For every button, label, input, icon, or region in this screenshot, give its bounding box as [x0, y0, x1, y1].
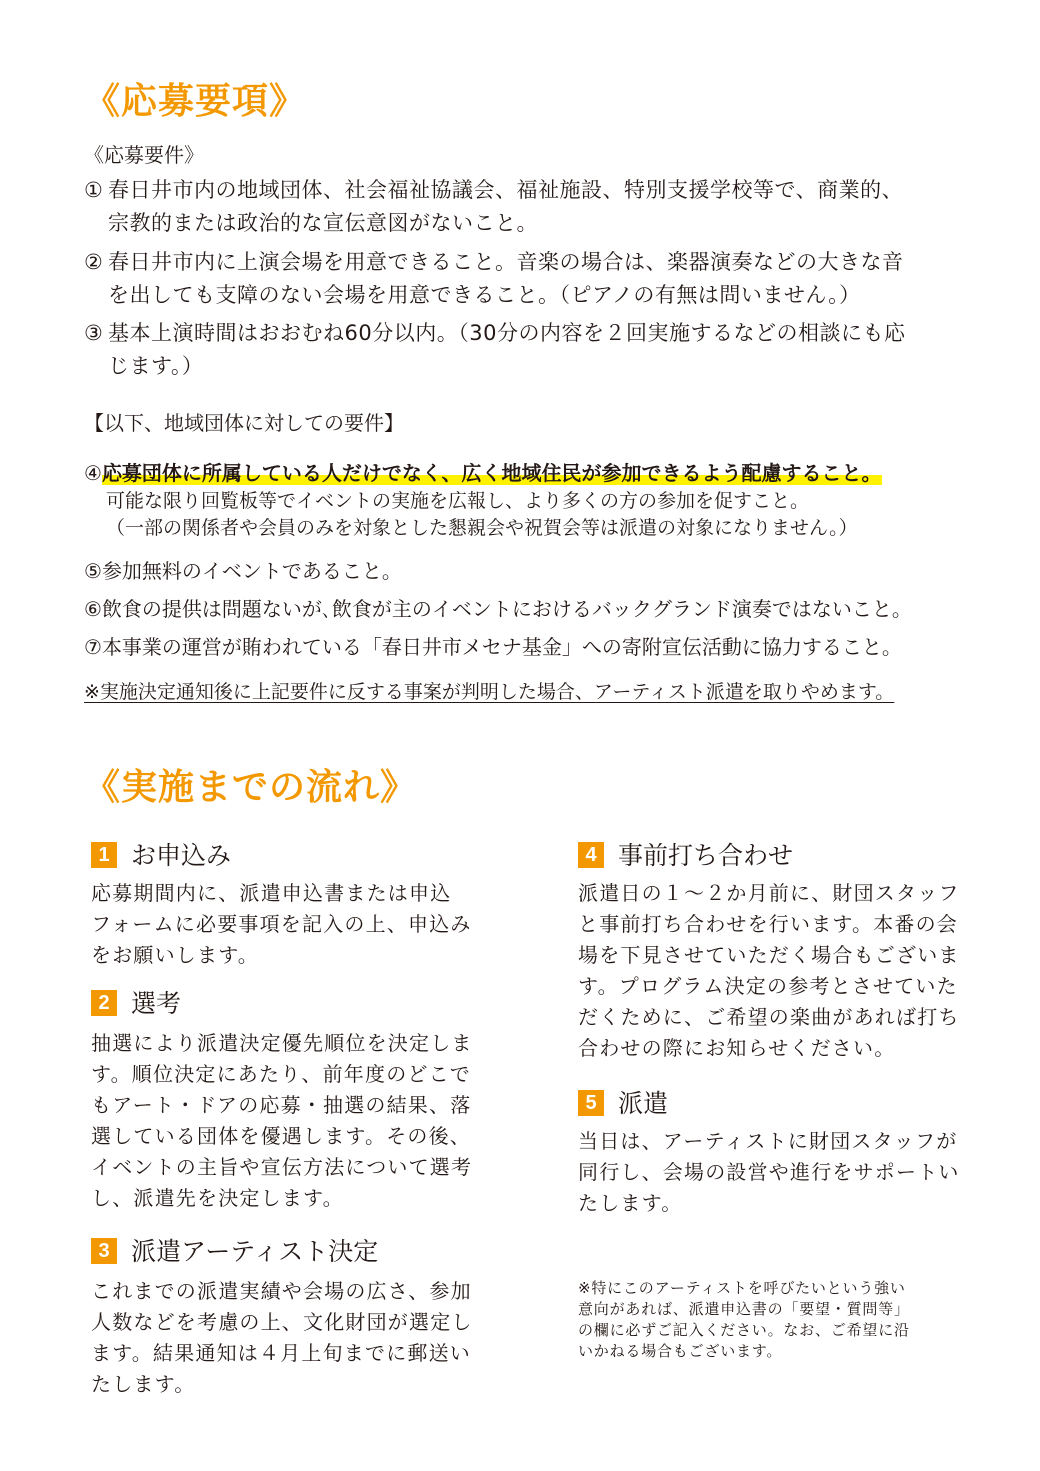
artist-request-note: [578, 1278, 963, 1362]
item-text: 春日井市内に上演会場を用意できること。音楽の場合は、楽器演奏などの大きな音: [108, 250, 904, 274]
step-3-header: [91, 1238, 378, 1264]
step-number-badge: 4: [578, 842, 604, 868]
step-number-badge: 3: [91, 1238, 117, 1264]
item-text-line2: 可能な限り回覧板等でイベントの実施を広報し、より多くの方の参加を促すこと。: [106, 490, 810, 512]
step-title: 派遣アーティスト決定: [131, 1236, 379, 1266]
group-requirements-header: 【以下、地域団体に対しての要件】: [84, 411, 404, 435]
item-text: 飲食の提供は問題ないが､飲食が主のイベントにおけるバックグランド演奏ではないこと。: [101, 597, 912, 621]
step-text-line: 抽選により派遣決定優先順位を決定しま: [91, 1031, 473, 1055]
requirement-item-1: [84, 174, 964, 240]
step-text-line: 選している団体を優遇します。その後、: [91, 1124, 471, 1148]
requirement-item-2: [84, 246, 964, 312]
step-text-line: ます。結果通知は４月上旬までに郵送い: [91, 1341, 471, 1365]
requirement-item-5: [84, 556, 402, 586]
item-number: ①: [84, 178, 104, 202]
step-1-header: [91, 842, 231, 868]
note-line: の欄に必ずご記入ください。なお、ご希望に沿: [578, 1321, 910, 1339]
step-text-line: これまでの派遣実績や会場の広さ、参加: [91, 1279, 472, 1303]
item-number: ⑥: [84, 597, 102, 621]
step-number-badge: 2: [91, 990, 117, 1016]
item-text: 本事業の運営が賄われている「春日井市メセナ基金」への寄附宣伝活動に協力すること。: [101, 635, 902, 659]
item-text-line3: （一部の関係者や会員のみを対象とした懇親会や祝賀会等は派遣の対象になりません。）: [106, 517, 858, 539]
step-2-header: [91, 990, 181, 1016]
item-text: 参加無料のイベントであること。: [101, 559, 402, 583]
item-number: ②: [84, 250, 104, 274]
cancellation-notice: ※実施決定通知後に上記要件に反する事案が判明した場合、アーティスト派遣を取りやめます。: [84, 681, 895, 703]
item-number: ④: [84, 461, 102, 485]
step-5-header: [578, 1090, 668, 1116]
step-text-line: イベントの主旨や宣伝方法について選考: [91, 1155, 473, 1179]
step-text-line: もアート・ドアの応募・抽選の結果、落: [91, 1093, 472, 1117]
step-number-badge: 5: [578, 1090, 604, 1116]
step-1-body: [91, 878, 481, 971]
item-text-cont: を出しても支障のない会場を用意できること。（ピアノの有無は問いません。）: [108, 283, 861, 307]
step-text-line: 同行し、会場の設営や進行をサポートい: [578, 1160, 960, 1184]
step-text-line: をお願いします。: [91, 943, 259, 967]
note-line: いかねる場合もございます。: [578, 1342, 783, 1360]
requirement-item-7: [84, 632, 902, 662]
item-text-cont: 宗教的または政治的な宣伝意図がないこと。: [108, 211, 538, 235]
step-text-line: 人数などを考慮の上、文化財団が選定し: [91, 1310, 473, 1334]
step-4-header: [578, 842, 793, 868]
item-text: 基本上演時間はおおむね60分以内。（30分の内容を２回実施するなどの相談にも応: [108, 321, 906, 345]
step-text-line: と事前打ち合わせを行います。本番の会: [578, 912, 958, 936]
item-number: ⑤: [84, 559, 102, 583]
step-number-badge: 1: [91, 842, 117, 868]
step-text-line: フォームに必要事項を記入の上、申込み: [91, 912, 472, 936]
note-line: 意向があれば、派遣申込書の「要望・質問等」: [578, 1300, 910, 1318]
requirement-item-4: [84, 458, 984, 542]
step-text-line: だくために、ご希望の楽曲があれば打ち: [578, 1005, 960, 1029]
step-2-body: [91, 1028, 481, 1214]
highlighted-requirement: 応募団体に所属している人だけでなく、広く地域住民が参加できるよう配慮すること。: [101, 461, 882, 485]
step-text-line: たします。: [578, 1191, 683, 1215]
step-title: 事前打ち合わせ: [618, 840, 794, 870]
step-text-line: す。プログラム決定の参考とさせていた: [578, 974, 958, 998]
item-number: ③: [84, 321, 104, 345]
step-5-body: [578, 1126, 968, 1219]
requirements-subtitle: 《応募要件》: [84, 143, 204, 167]
step-text-line: 合わせの際にお知らせください。: [578, 1036, 896, 1060]
step-text-line: たします。: [91, 1372, 196, 1396]
requirement-item-6: [84, 594, 912, 624]
step-text-line: す。順位決定にあたり、前年度のどこで: [91, 1062, 471, 1086]
note-line: ※特にこのアーティストを呼びたいという強い: [578, 1279, 906, 1297]
step-4-body: [578, 878, 968, 1064]
step-title: お申込み: [131, 840, 232, 870]
step-text-line: 応募期間内に、派遣申込書または申込: [91, 881, 452, 905]
step-text-line: 派遣日の１～２か月前に、財団スタッフ: [578, 881, 960, 905]
step-text-line: し、派遣先を決定します。: [91, 1186, 344, 1210]
requirements-title: 《応募要項》: [84, 81, 307, 122]
step-text-line: 場を下見させていただく場合もございま: [578, 943, 960, 967]
item-text-cont: じます。）: [108, 354, 204, 378]
item-number: ⑦: [84, 635, 102, 659]
flow-title: 《実施までの流れ》: [84, 767, 418, 808]
step-title: 派遣: [618, 1088, 669, 1118]
item-text: 春日井市内の地域団体、社会福祉協議会、福祉施設、特別支援学校等で、商業的、: [108, 178, 904, 202]
step-text-line: 当日は、アーティストに財団スタッフが: [578, 1129, 958, 1153]
requirement-item-3: [84, 317, 964, 383]
step-title: 選考: [131, 988, 182, 1018]
step-3-body: [91, 1276, 481, 1400]
